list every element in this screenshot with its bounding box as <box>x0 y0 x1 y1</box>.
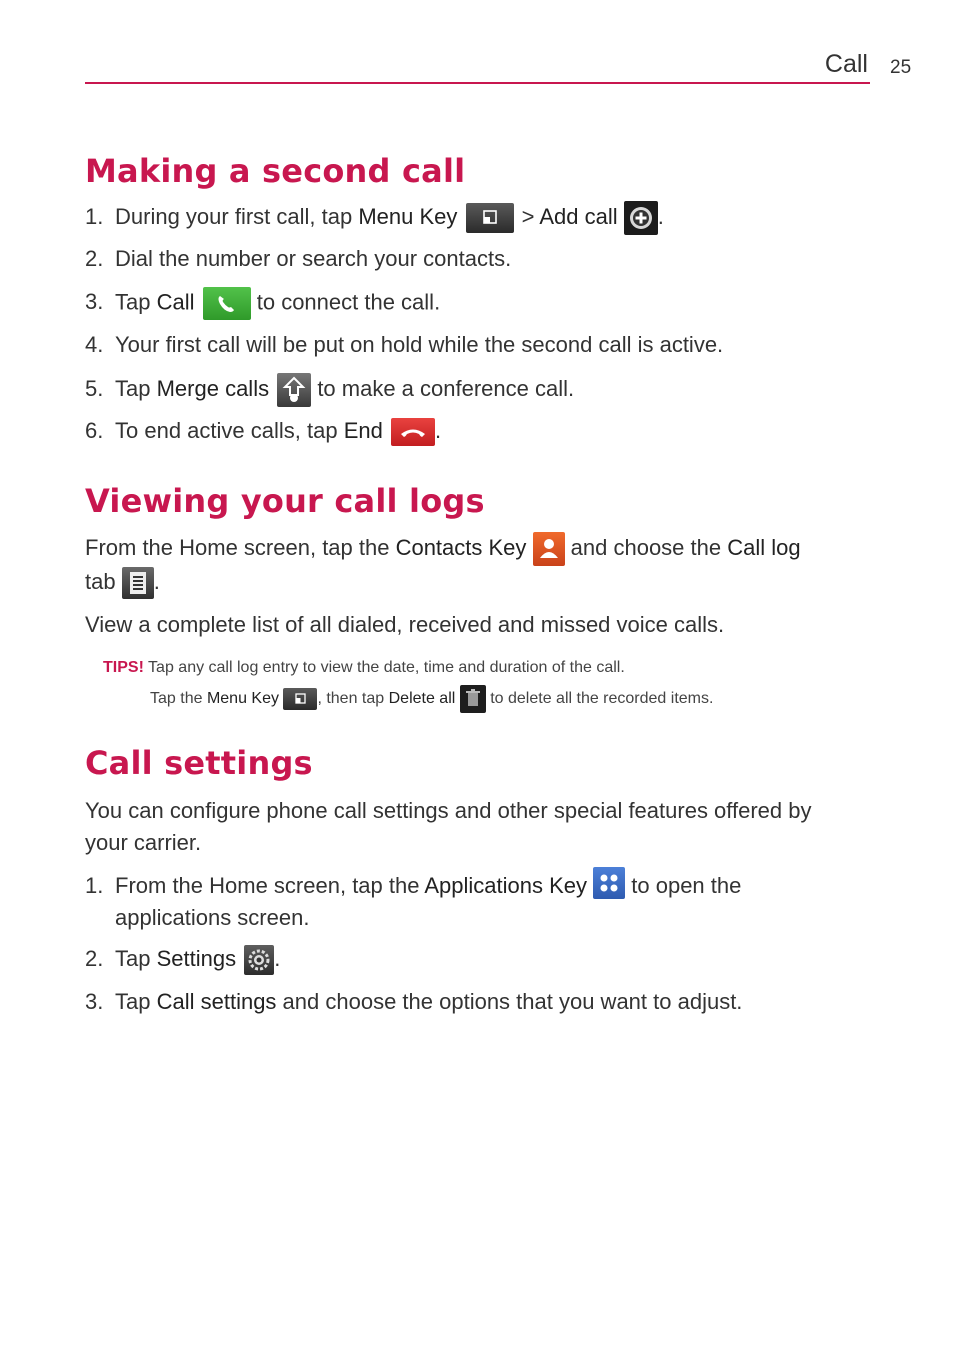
list-item: 3. Tap Call to connect the call. <box>85 287 440 320</box>
list-item: 1. During your first call, tap Menu Key > Add call . <box>85 201 664 235</box>
list-item: 5. Tap Merge calls to make a conference call. <box>85 373 574 407</box>
menu-key-icon <box>283 688 317 710</box>
merge-calls-icon <box>277 373 311 407</box>
gear-icon <box>244 945 274 975</box>
apps-grid-icon <box>593 867 625 899</box>
tips-label: TIPS! <box>103 659 144 676</box>
call-log-icon <box>122 567 154 599</box>
tips-line-2: Tap the Menu Key , then tap Delete all to delete all the recorded items. <box>150 685 713 713</box>
call-logs-paragraph: From the Home screen, tap the Contacts Key and choose the Call log tab . <box>85 532 875 599</box>
page-header <box>85 50 870 84</box>
list-item: 1. From the Home screen, tap the Applications Key to open the applications screen. <box>85 871 741 933</box>
tips-line-1: TIPS! Tap any call log entry to view the date, time and duration of the call. <box>103 659 625 676</box>
section-name: Call <box>824 50 868 78</box>
list-item: 3. Tap Call settings and choose the options that you want to adjust. <box>85 989 743 1014</box>
list-item: 4. Your first call will be put on hold while the second call is active. <box>85 332 724 357</box>
menu-key-icon <box>466 203 514 233</box>
contacts-icon <box>533 532 565 566</box>
section-title-call-settings: Call settings <box>85 744 313 782</box>
section-title-second-call: Making a second call <box>85 152 466 190</box>
section-title-call-logs: Viewing your call logs <box>85 482 485 520</box>
add-call-icon <box>624 201 658 235</box>
page-number: 25 <box>890 57 912 78</box>
trash-icon <box>460 685 486 713</box>
list-item: 2. Tap Settings . <box>85 944 280 975</box>
end-call-icon <box>391 418 435 446</box>
call-settings-intro: You can configure phone call settings and other special features offered by your carrier. <box>85 798 812 855</box>
list-item: 2. Dial the number or search your contacts. <box>85 246 512 271</box>
call-logs-description: View a complete list of all dialed, received and missed voice calls. <box>85 612 725 637</box>
list-item: 6. To end active calls, tap End . <box>85 416 441 446</box>
phone-icon <box>203 287 251 320</box>
